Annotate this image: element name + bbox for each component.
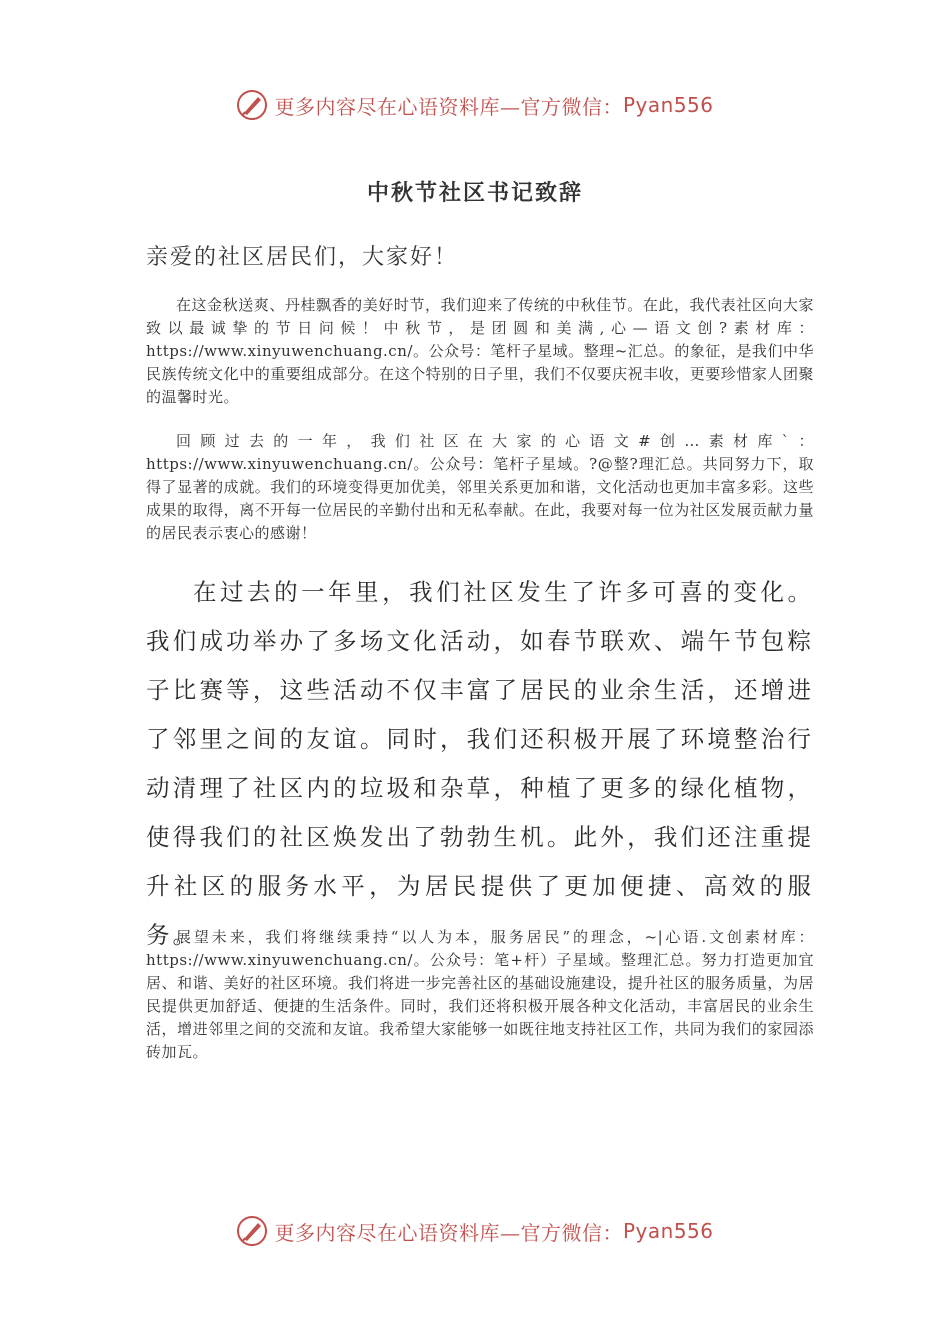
quill-pen-logo-icon xyxy=(236,1215,268,1247)
document-title: 中秋节社区书记致辞 xyxy=(366,180,583,206)
paragraph-1: 在这金秋送爽、丹桂飘香的美好时节，我们迎来了传统的中秋佳节。在此，我代表社区向大家致以最诚挚的节日问候！中秋节，是团圆和美满,心—语文创?素材库：https://www.xinyuwenchuang.cn/。公众号：笔杆子星域。整理~汇总。的象征，是我们中华民族传统文化中的重要组成部分。在这个特别的日子里，我们不仅要庆祝丰收，更要珍惜家人团聚的温馨时光。 xyxy=(146,296,814,406)
header-banner xyxy=(0,85,950,125)
banner-wechat-handle: Pyan556 xyxy=(622,1219,714,1243)
quill-pen-logo-icon xyxy=(236,89,268,121)
paragraph-2: 回顾过去的一年，我们社区在大家的心语文#创…素材库`：https://www.xinyuwenchuang.cn/。公众号：笔杆子星域。?@整?理汇总。共同努力下，取得了显著的成就。我们的环境变得更加优美，邻里关系更加和谐，文化活动也更加丰富多彩。这些成果的取得，离不开每一位居民的辛勤付出和无私奉献。在此，我要对每一位为社区发展贡献力量的居民表示衷心的感谢！ xyxy=(146,432,814,542)
banner-text: 更多内容尽在心语资料库—官方微信： xyxy=(274,1220,623,1245)
banner-wechat-handle: Pyan556 xyxy=(622,93,714,117)
footer-banner xyxy=(0,1211,950,1251)
paragraph-3-large: 在过去的一年里，我们社区发生了许多可喜的变化。我们成功举办了多场文化活动，如春节联欢、端午节包粽子比赛等，这些活动不仅丰富了居民的业余生活，还增进了邻里之间的友谊。同时，我们还积极开展了环境整治行动清理了社区内的垃圾和杂草，种植了更多的绿化植物，使得我们的社区焕发出了勃勃生机。此外，我们还注重提升社区的服务水平，为居民提供了更加便捷、高效的服务。 xyxy=(146,578,814,949)
greeting: 亲爱的社区居民们，大家好！ xyxy=(146,245,459,270)
paragraph-4: 展望未来，我们将继续秉持“以人为本，服务居民”的理念，~|心语.文创素材库：https://www.xinyuwenchuang.cn/。公众号：笔+杆）子星域。整理汇总。努力打造更加宜居、和谐、美好的社区环境。我们将进一步完善社区的基础设施建设，提升社区的服务质量，为居民提供更加舒适、便捷的生活条件。同时，我们还将积极开展各种文化活动，丰富居民的业余生活，增进邻里之间的交流和友谊。我希望大家能够一如既往地支持社区工作，共同为我们的家园添砖加瓦。 xyxy=(146,928,814,1061)
banner-text: 更多内容尽在心语资料库—官方微信： xyxy=(274,94,623,119)
